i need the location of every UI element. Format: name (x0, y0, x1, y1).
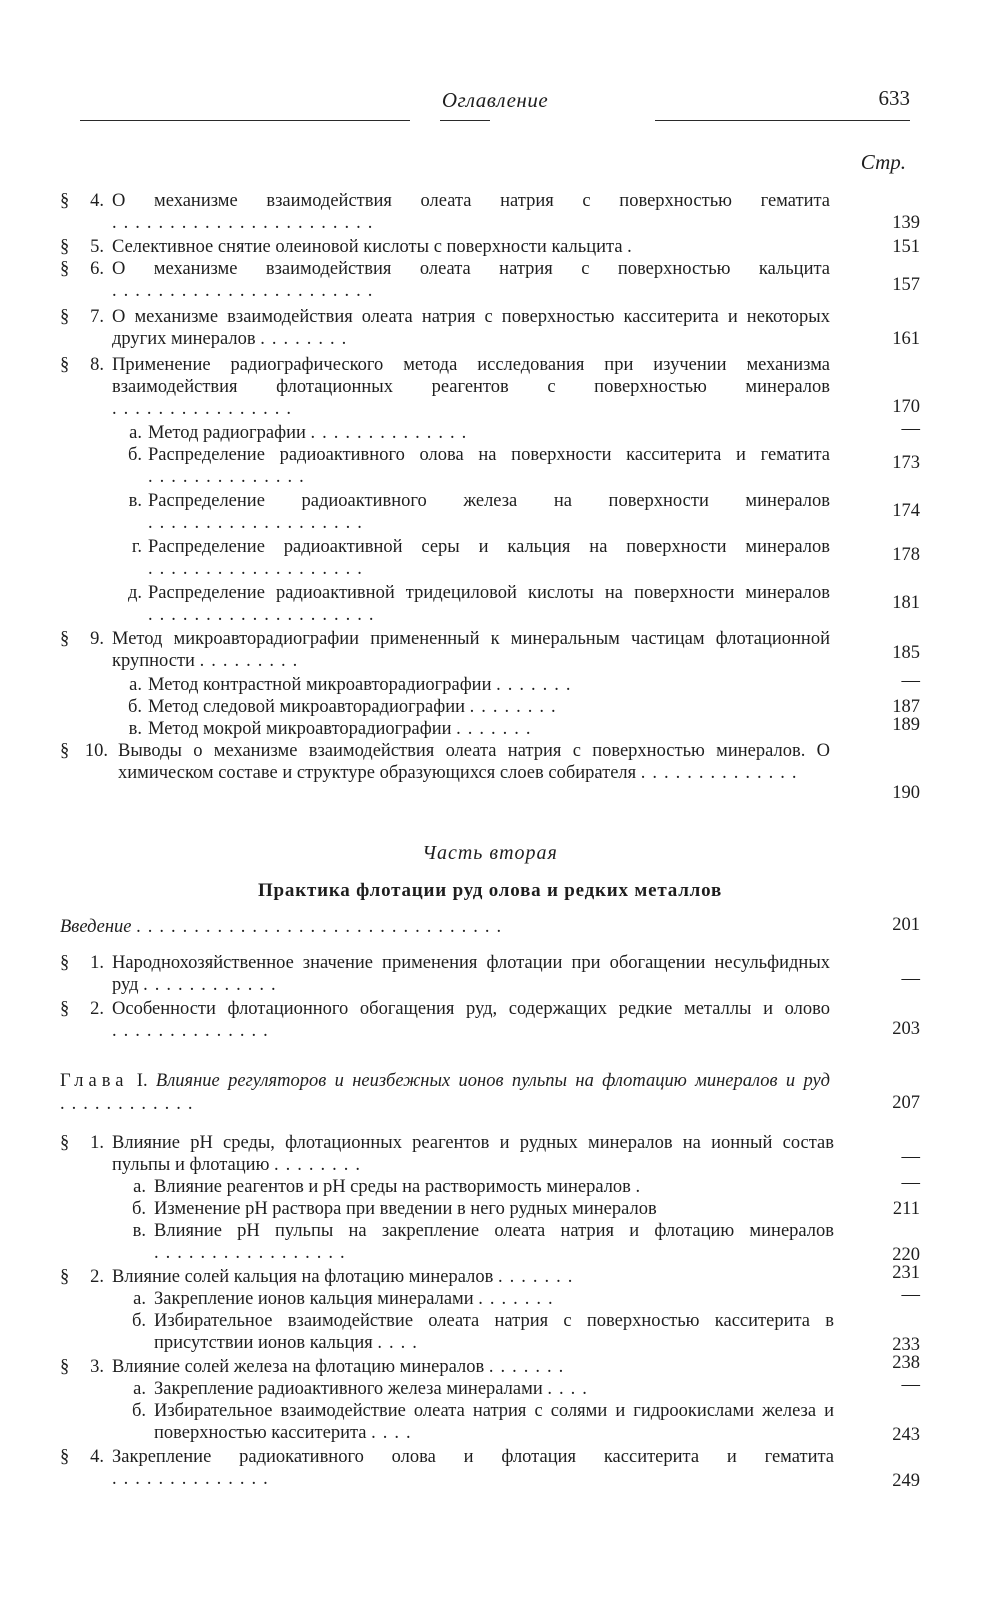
entry-letter: в. (128, 491, 142, 511)
toc-entry (60, 715, 920, 740)
toc-entry (60, 306, 920, 350)
toc-entry (60, 671, 920, 696)
entry-page: 174 (892, 501, 920, 521)
section-sign: § (60, 355, 70, 375)
section-sign: § (60, 999, 70, 1019)
toc-entry (60, 536, 920, 580)
entry-text: О механизме взаимодействия олеата натрия с поверхностью кальцита ....................... (112, 259, 830, 301)
entry-letter: б. (127, 697, 142, 717)
entry-number: 1. (90, 953, 104, 973)
section-sign: § (60, 953, 70, 973)
page-header (80, 80, 910, 120)
entry-page: 220 (892, 1245, 920, 1265)
section-sign: § (60, 1447, 70, 1467)
entry-text: Применение радиографического метода исследования при изучении механизма взаимодействия флотационных реагентов с поверхностью минералов ................ (112, 355, 830, 419)
toc-entry (60, 1198, 920, 1220)
toc-entry (60, 419, 920, 444)
entry-letter: в. (132, 1221, 146, 1241)
entry-page: 157 (892, 275, 920, 295)
entry-number: 2. (90, 999, 104, 1019)
entry-text: Селективное снятие олеиновой кислоты с поверхности кальцита . (112, 237, 639, 257)
entry-text: Влияние солей железа на флотацию минералов ....... (112, 1357, 571, 1377)
entry-page: 189 (892, 715, 920, 735)
entry-letter: б. (131, 1401, 146, 1421)
section-sign: § (60, 1267, 70, 1287)
entry-page: — (901, 1147, 920, 1167)
entry-page: 249 (892, 1471, 920, 1491)
chapter-title: Влияние регуляторов и неизбежных ионов пульпы на флотацию минералов и руд (155, 1071, 831, 1091)
entry-number: 2. (90, 1267, 104, 1287)
entry-text: Метод следовой микроавторадиографии ........ (148, 697, 563, 717)
entry-letter: б. (131, 1199, 146, 1219)
entry-text: Избирательное взаимодействие олеата натрия с солями и гидроокислами железа и поверхностью касситерита .... (154, 1401, 834, 1443)
entry-page: 233 (892, 1335, 920, 1355)
toc-entry (60, 1353, 920, 1378)
entry-page: — (901, 671, 920, 691)
introduction-label: Введение (60, 917, 132, 937)
page-number: 633 (878, 86, 910, 110)
entry-text: О механизме взаимодействия олеата натрия с поверхностью касситерита и некоторых других минералов ........ (112, 307, 830, 349)
entry-text: Распределение радиоактивной тридециловой кислоты на поверхности минералов .................... (148, 583, 830, 625)
entry-text: Влияние реагентов и pH среды на растворимость минералов . (154, 1177, 648, 1197)
toc-entry (60, 444, 920, 488)
entry-page: 181 (892, 593, 920, 613)
entry-letter: б. (131, 1311, 146, 1331)
entry-text: Распределение радиоактивного железа на поверхности минералов ................... (148, 491, 830, 533)
toc-entry (60, 1375, 920, 1400)
entry-page: 243 (892, 1425, 920, 1445)
entry-text: Распределение радиоактивного олова на поверхности касситерита и гематита .............. (148, 445, 830, 487)
entry-number: 10. (84, 741, 108, 761)
entry-text: Влияние солей кальция на флотацию минералов ....... (112, 1267, 580, 1287)
entry-number: 4. (90, 191, 104, 211)
entry-text: Народнохозяйственное значение применения флотации при обогащении несульфидных руд ............ (112, 953, 830, 995)
section-sign: § (60, 1357, 70, 1377)
running-title: Оглавление (441, 88, 549, 112)
section-sign: § (60, 259, 70, 279)
toc-entry (60, 1263, 920, 1288)
entry-page: 207 (892, 1093, 920, 1113)
entry-text: О механизме взаимодействия олеата натрия с поверхностью гематита ....................... (112, 191, 830, 233)
section-sign: § (60, 1133, 70, 1153)
entry-text: Закрепление ионов кальция минералами ....... (154, 1289, 560, 1309)
toc-entry (60, 952, 920, 996)
entry-number: 3. (90, 1357, 104, 1377)
entry-text: Влияние pH пульпы на закрепление олеата натрия и флотацию минералов ................. (154, 1221, 834, 1263)
entry-page: 151 (892, 237, 920, 257)
entry-text: Метод микроавторадиографии примененный к минеральным частицам флотационной крупности ......... (112, 629, 830, 671)
entry-page: — (901, 1375, 920, 1395)
entry-page: 170 (892, 397, 920, 417)
entry-page: 211 (892, 1199, 920, 1219)
entry-text: Распределение радиоактивной серы и кальция на поверхности минералов ................... (148, 537, 830, 579)
entry-number: 1. (90, 1133, 104, 1153)
section-sign: § (60, 237, 70, 257)
toc-entry (60, 354, 920, 420)
entry-number: 8. (90, 355, 104, 375)
entry-number: 9. (90, 629, 104, 649)
entry-page: 203 (892, 1019, 920, 1039)
toc-entry (60, 1220, 920, 1264)
entry-letter: д. (127, 583, 142, 603)
toc-entry (60, 628, 920, 672)
entry-text: Избирательное взаимодействие олеата натрия с поверхностью касситерита в присутствии ионов кальция .... (154, 1311, 834, 1353)
entry-page: 178 (892, 545, 920, 565)
entry-letter: а. (129, 423, 142, 443)
entry-page: 201 (892, 915, 920, 935)
entry-page: — (901, 1173, 920, 1193)
entry-page: — (901, 1285, 920, 1305)
toc-entry (60, 1173, 920, 1198)
section-sign: § (60, 741, 70, 761)
section-sign: § (60, 629, 70, 649)
entry-letter: а. (129, 675, 142, 695)
toc-entry (60, 1400, 920, 1444)
entry-text: Закрепление радиоактивного железа минералами .... (154, 1379, 594, 1399)
entry-letter: б. (127, 445, 142, 465)
entry-text: Выводы о механизме взаимодействия олеата натрия с поверхностью минералов. О химическом составе и структуре образующихся слоев собирателя .............. (118, 741, 830, 783)
entry-number: 6. (90, 259, 104, 279)
header-rule-mid (440, 120, 490, 121)
toc-entry (60, 740, 920, 806)
entry-text: Влияние pH среды, флотационных реагентов и рудных минералов на ионный состав пульпы и флотацию ........ (112, 1133, 834, 1175)
entry-page: 173 (892, 453, 920, 473)
entry-page: — (901, 419, 920, 439)
entry-text: Закрепление радиокативного олова и флотация касситерита и гематита .............. (112, 1447, 834, 1489)
toc-entry (60, 1446, 920, 1490)
entry-text: Особенности флотационного обогащения руд, содержащих редкие металлы и олово .............. (112, 999, 830, 1041)
section-sign: § (60, 307, 70, 327)
toc-entry (60, 1132, 920, 1176)
header-rule-left (80, 120, 410, 121)
toc-entry (60, 998, 920, 1042)
toc-entry (60, 258, 920, 302)
entry-text: Изменение pH раствора при введении в него рудных минералов (154, 1199, 657, 1219)
entry-page: 238 (892, 1353, 920, 1373)
entry-page: — (901, 969, 920, 989)
entry-page: 231 (892, 1263, 920, 1283)
chapter-number: I. (136, 1071, 148, 1091)
entry-number: 4. (90, 1447, 104, 1467)
section-sign: § (60, 191, 70, 211)
entry-page: 161 (892, 329, 920, 349)
toc-entry (60, 1310, 920, 1354)
entry-text: Метод радиографии .............. (148, 423, 474, 443)
entry-text: Метод контрастной микроавторадиографии ....... (148, 675, 578, 695)
entry-letter: в. (128, 719, 142, 739)
chapter-word: Глава (60, 1071, 129, 1091)
entry-letter: а. (133, 1177, 146, 1197)
toc-entry (60, 696, 920, 718)
toc-entry (60, 490, 920, 534)
chapter-entry: Глава I. Влияние регуляторов и неизбежных ионов пульпы на флотацию минералов и руд ............ 207 (60, 1071, 920, 1114)
part-title: Часть вторая (422, 842, 558, 864)
entry-page: 190 (892, 783, 920, 803)
entry-text: Метод мокрой микроавторадиографии ....... (148, 719, 538, 739)
part-heading: Практика флотации руд олова и редких металлов (257, 880, 723, 901)
entry-number: 7. (90, 307, 104, 327)
entry-page: 187 (892, 697, 920, 717)
toc-entry (60, 190, 920, 234)
entry-page: 139 (892, 213, 920, 233)
entry-number: 5. (90, 237, 104, 257)
toc-entry (60, 236, 920, 258)
toc-entry (60, 582, 920, 626)
introduction-entry: Введение ................................ 201 (60, 915, 920, 937)
entry-letter: а. (133, 1289, 146, 1309)
toc-entry (60, 1285, 920, 1310)
header-rule-right (655, 120, 910, 121)
entry-letter: г. (131, 537, 142, 557)
entry-page: 185 (892, 643, 920, 663)
page-column-label: Стр. (860, 150, 906, 174)
entry-letter: а. (133, 1379, 146, 1399)
